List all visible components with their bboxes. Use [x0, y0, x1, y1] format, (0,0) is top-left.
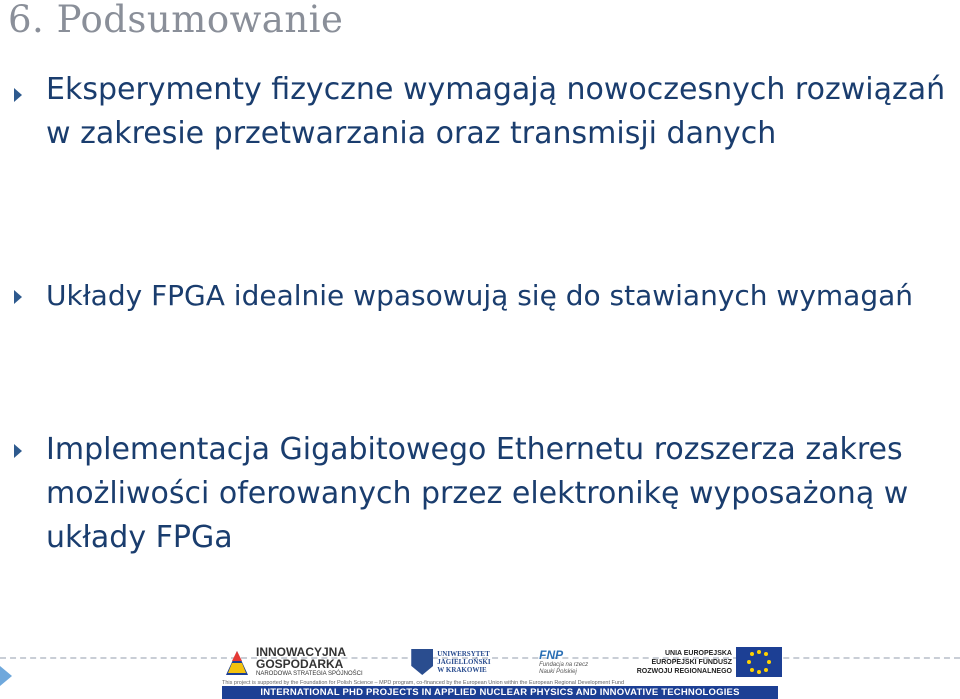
logo-uj-line2: JAGIELLOŃSKI [437, 658, 491, 666]
eu-logo [637, 647, 782, 677]
bullet-item: Implementacja Gigabitowego Ethernetu rozszerza zakres możliwości oferowanych przez elektronikę wyposażoną w układy FPGa [46, 432, 909, 555]
footer-logos [222, 642, 782, 682]
innowacyjna-gospodarka-logo [222, 646, 363, 678]
footer-band: INTERNATIONAL PHD PROJECTS IN APPLIED NUCLEAR PHYSICS AND INNOVATIVE TECHNOLOGIES [222, 686, 778, 699]
bullet-arrow-icon [14, 88, 22, 102]
logo-eu-line1: UNIA EUROPEJSKA [664, 649, 732, 657]
logo-uj-line3: W KRAKOWIE [437, 666, 487, 674]
footer-arrow-icon [0, 666, 12, 686]
fnp-logo [539, 648, 588, 676]
eu-flag-icon [736, 647, 782, 677]
logo-eu-line3: ROZWOJU REGIONALNEGO [636, 667, 732, 675]
bullet-item: Eksperymenty fizyczne wymagają nowoczesnych rozwiązań w zakresie przetwarzania oraz transmisji danych [46, 72, 946, 151]
logo-ig-line1: INNOWACYJNA [256, 645, 347, 659]
star-icon [222, 647, 252, 677]
uj-logo [411, 649, 490, 675]
bullet-arrow-icon [14, 290, 22, 304]
crest-icon [411, 649, 433, 675]
logo-uj-line1: UNIWERSYTET [437, 650, 490, 658]
logo-eu-line2: EUROPEJSKI FUNDUSZ [651, 658, 732, 666]
logo-fnp-line2: Nauki Polskiej [539, 669, 577, 675]
bullet-arrow-icon [14, 444, 22, 458]
page-title: 6. Podsumowanie [8, 0, 344, 41]
footer-caption: This project is supported by the Foundation for Polish Science – MPD program, co-financed by the European Union within the European Regional Development Fund [222, 680, 625, 686]
logo-ig-line2: GOSPODARKA [256, 657, 344, 671]
logo-ig-line3: NARODOWA STRATEGIA SPÓJNOŚCI [256, 671, 363, 677]
bullet-item: Układy FPGA idealnie wpasowują się do stawianych wymagań [46, 279, 914, 312]
logo-fnp-mark: FNP [539, 648, 564, 662]
logo-fnp-line1: Fundacja na rzecz [539, 662, 589, 668]
